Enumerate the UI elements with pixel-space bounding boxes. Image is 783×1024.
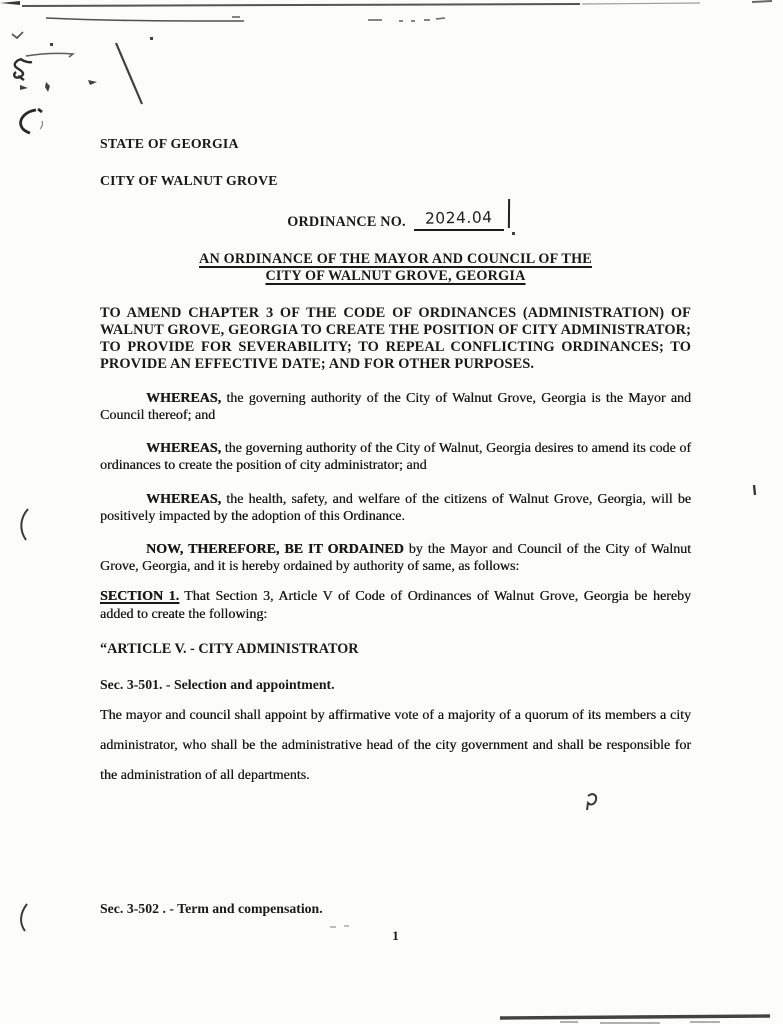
right-margin-tick <box>754 485 755 495</box>
document-body <box>100 136 691 944</box>
section-1-paragraph <box>100 588 691 622</box>
document-title <box>100 251 691 286</box>
whereas-lead-2: WHEREAS, <box>146 441 222 457</box>
ordinance-number-blank <box>414 208 504 231</box>
pen-line-artifact <box>46 18 244 21</box>
enactment-lead: NOW, THEREFORE, BE IT ORDAINED <box>146 541 404 557</box>
dash-marks-top-center <box>232 17 445 21</box>
whereas-lead-1: WHEREAS, <box>146 390 222 406</box>
whereas-text-2: the governing authority of the City of Walnut, Georgia desires to amend its code of ordinances to create the position of city administrator; and <box>100 441 691 474</box>
diagonal-stroke-artifact <box>116 43 142 104</box>
check-mark-artifact <box>12 32 23 38</box>
whereas-text-3: the health, safety, and welfare of the citizens of Walnut Grove, Georgia, will be positively impacted by the adoption of this Ordinance. <box>100 491 691 524</box>
enactment-clause <box>100 541 691 575</box>
sec-3-501-body: The mayor and council shall appoint by affirmative vote of a majority of a quorum of its members a city administrator, who shall be the administrative head of the city government and shall be responsible for the administration of all departments. <box>100 707 691 783</box>
scribble-line-artifact <box>26 53 73 57</box>
c-curve-artifact <box>21 109 42 133</box>
whereas-clause-3 <box>100 491 691 525</box>
page-number: 1 <box>392 927 399 943</box>
title-line-1: AN ORDINANCE OF THE MAYOR AND COUNCIL OF THE <box>199 250 592 267</box>
city-line: CITY OF WALNUT GROVE <box>100 173 278 188</box>
ordinance-label: ORDINANCE NO. <box>287 213 406 230</box>
top-scan-line-faint <box>582 3 700 4</box>
whereas-clause-1 <box>100 390 691 424</box>
section-1-text: That Section 3, Article V of Code of Ordinances of Walnut Grove, Georgia be hereby added to create the following: <box>100 589 691 622</box>
enactment-text: by the Mayor and Council of the City of Walnut Grove, Georgia, and it is hereby ordained by authority of same, as follows: <box>100 541 691 575</box>
sec-3-502-heading: Sec. 3-502 . - Term and compensation. <box>100 900 323 916</box>
left-paren-mark-middle <box>21 509 28 540</box>
ordinance-number-line <box>100 208 691 231</box>
handwritten-ordinance-number: 2024.04 <box>424 208 493 228</box>
corner-smudge-top-left <box>0 1 20 5</box>
sec-3-501-heading: Sec. 3-501. - Selection and appointment. <box>100 676 335 692</box>
top-scan-line <box>22 4 580 6</box>
preamble-paragraph: TO AMEND CHAPTER 3 OF THE CODE OF ORDINANCES (ADMINISTRATION) OF WALNUT GROVE, GEORGIA TO CREATE THE POSITION OF CITY ADMINISTRATOR; TO PROVIDE FOR SEVERABILITY; TO REPEAL CONFLICTING ORDINANCES; TO PROVIDE AN EFFECTIVE DATE; AND FOR OTHER PURPOSES. <box>100 304 691 373</box>
left-paren-mark-bottom <box>21 904 27 931</box>
top-right-tick <box>752 1 772 2</box>
whereas-clause-2 <box>100 440 691 474</box>
article-v-heading: “ARTICLE V. - CITY ADMINISTRATOR <box>100 640 359 657</box>
title-line-2: CITY OF WALNUT GROVE, GEORGIA <box>265 268 526 284</box>
state-line: STATE OF GEORGIA <box>100 136 239 151</box>
whereas-lead-3: WHEREAS, <box>146 491 222 507</box>
pen-stroke-icon <box>508 198 510 227</box>
bottom-scan-specks <box>560 1022 720 1023</box>
c-curve-tail <box>40 121 42 129</box>
section-1-lead: SECTION 1. <box>100 589 180 605</box>
bottom-scan-bar <box>500 1016 770 1018</box>
scribble-blob-artifact <box>14 59 32 80</box>
whereas-text-1: the governing authority of the City of Walnut Grove, Georgia is the Mayor and Council thereof; and <box>100 390 691 423</box>
